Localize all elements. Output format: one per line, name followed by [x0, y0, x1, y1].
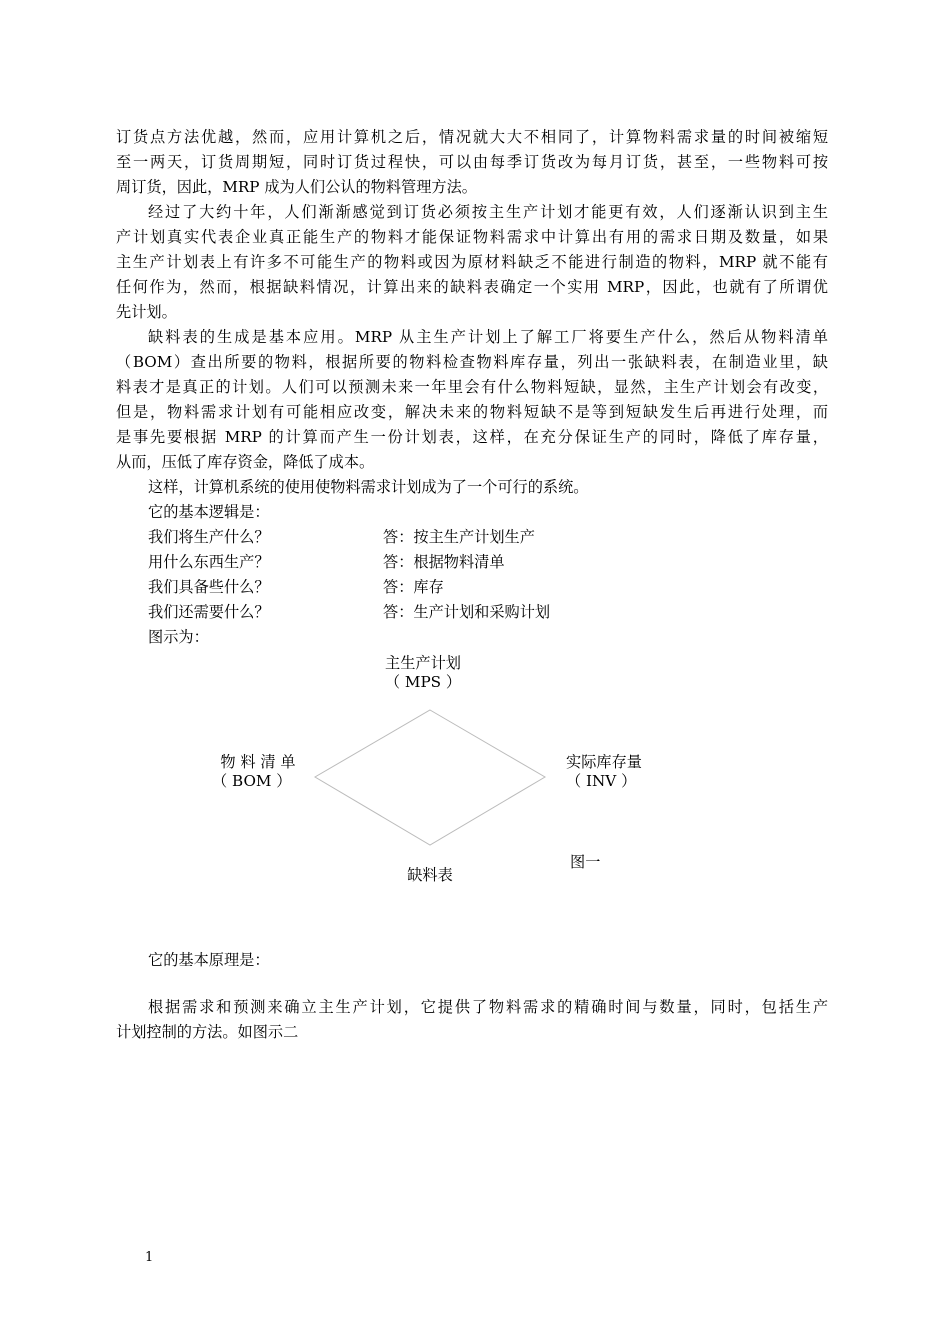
- mps-label-title: 主生产计划: [385, 654, 461, 672]
- qa-question: 我们还需要什么？: [148, 603, 270, 621]
- text-line: 订货点方法优越，然而，应用计算机之后，情况就大大不相同了，计算物料需求量的时间被缩短: [116, 128, 828, 146]
- figure-caption: 图一: [570, 853, 601, 871]
- text-line: 主生产计划表上有许多不可能生产的物料或因为原材料缺乏不能进行制造的物料，MRP 就不能有: [116, 253, 828, 271]
- text-line: 任何作为，然而，根据缺料情况，计算出来的缺料表确定一个实用 MRP，因此，也就有了所谓优: [116, 278, 828, 296]
- text-line: 料表才是真正的计划。人们可以预测未来一年里会有什么物料短缺，显然，主生产计划会有改变，: [116, 378, 828, 396]
- text-line: 周订货，因此，MRP 成为人们公认的物料管理方法。: [116, 178, 477, 196]
- text-line: 根据需求和预测来确立主生产计划，它提供了物料需求的精确时间与数量，同时，包括生产: [148, 998, 828, 1016]
- inv-label: [566, 753, 656, 791]
- qa-answer: 答：库存: [383, 578, 444, 596]
- mps-label-abbr: （ MPS ）: [384, 673, 462, 691]
- text-line: 这样，计算机系统的使用使物料需求计划成为了一个可行的系统。: [148, 478, 589, 496]
- qa-answer: 答：生产计划和采购计划: [383, 603, 551, 621]
- paragraph-5: [116, 995, 828, 1045]
- text-line: 至一两天，订货周期短，同时订货过程快，可以由每季订货改为每月订货，甚至，一些物料可按: [116, 153, 828, 171]
- qa-question: 我们将生产什么？: [148, 528, 270, 546]
- text-line: 经过了大约十年，人们渐渐感觉到订货必须按主生产计划才能更有效，人们逐渐认识到主生: [148, 203, 828, 221]
- text-line: （BOM）查出所要的物料，根据所要的物料检查物料库存量，列出一张缺料表，在制造业里，缺: [116, 353, 828, 371]
- qa-question: 用什么东西生产？: [148, 553, 270, 571]
- qa-answer: 答：按主生产计划生产: [383, 528, 535, 546]
- text-line: 计划控制的方法。如图示二: [116, 1023, 299, 1041]
- shortage-list-label: 缺料表: [407, 866, 453, 884]
- qa-answer: 答：根据物料清单: [383, 553, 505, 571]
- page-number: 1: [145, 1250, 154, 1265]
- text-line: 是事先要根据 MRP 的计算而产生一份计划表，这样，在充分保证生产的同时，降低了库存量，: [116, 428, 828, 446]
- text-line: 缺料表的生成是基本应用。MRP 从主生产计划上了解工厂将要生产什么，然后从物料清单: [148, 328, 828, 346]
- text-line: 产计划真实代表企业真正能生产的物料才能保证物料需求中计算出有用的需求日期及数量，如果: [116, 228, 828, 246]
- bom-label: [200, 753, 316, 791]
- logic-intro: 它的基本逻辑是：: [148, 503, 270, 521]
- principle-intro: 它的基本原理是：: [148, 951, 270, 969]
- bom-label-title: 物 料 清 单: [220, 753, 296, 771]
- text-line: 先计划。: [116, 303, 177, 321]
- bom-label-abbr: （ BOM ）: [212, 772, 292, 790]
- qa-question: 我们具备些什么？: [148, 578, 270, 596]
- mps-label: [360, 654, 486, 692]
- inv-label-title: 实际库存量: [566, 753, 642, 771]
- text-line: 但是，物料需求计划有可能相应改变，解决未来的物料短缺不是等到短缺发生后再进行处理，而: [116, 403, 828, 421]
- text-line: 从而，压低了库存资金，降低了成本。: [116, 453, 375, 471]
- figure-intro: 图示为：: [148, 628, 209, 646]
- inv-label-abbr: （ INV ）: [566, 772, 637, 790]
